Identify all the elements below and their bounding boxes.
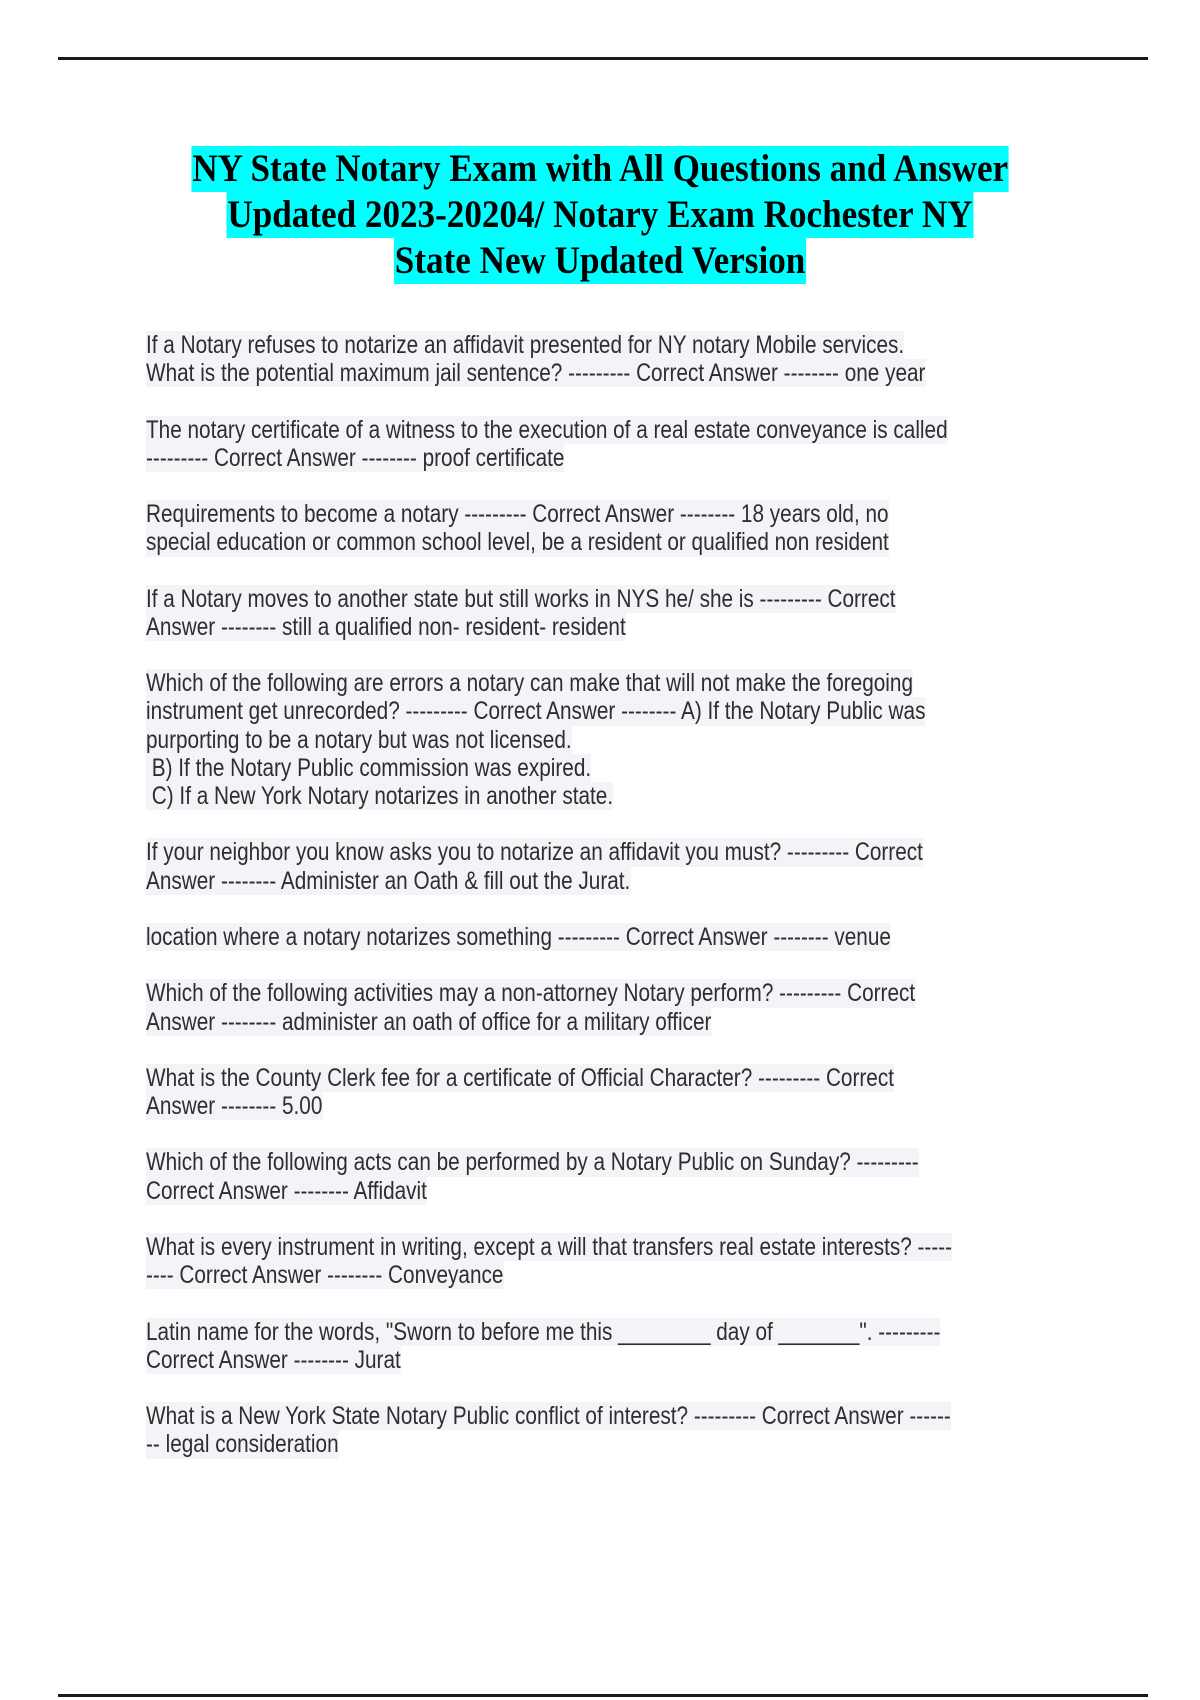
qa-line-text: Which of the following activities may a non-attorney Notary perform? --------- Correct [146, 979, 916, 1008]
qa-line-text: If your neighbor you know asks you to notarize an affidavit you must? --------- Correct [146, 838, 923, 867]
qa-line [146, 359, 1106, 387]
qa-line-text: Latin name for the words, "Sworn to before me this ________ day of _______". --------- [146, 1317, 941, 1346]
qa-line [146, 923, 1106, 951]
qa-item [146, 416, 1106, 472]
qa-line-text: special education or common school level, be a resident or qualified non resident [146, 528, 889, 557]
qa-line-text: location where a notary notarizes something --------- Correct Answer -------- venue [146, 922, 891, 951]
qa-line-text: Correct Answer -------- Affidavit [146, 1176, 427, 1205]
qa-line [146, 1402, 1106, 1430]
title-line [0, 238, 1200, 284]
qa-item [146, 500, 1106, 556]
qa-line [146, 444, 1106, 472]
title-text: State New Updated Version [394, 239, 806, 282]
qa-line [146, 1233, 1106, 1261]
qa-line-text: Which of the following acts can be performed by a Notary Public on Sunday? --------- [146, 1148, 919, 1177]
qa-line [146, 726, 1106, 754]
qa-line [146, 697, 1106, 725]
qa-line-text: If a Notary refuses to notarize an affidavit presented for NY notary Mobile services. [146, 331, 905, 359]
qa-line-text: What is a New York State Notary Public conflict of interest? --------- Correct Answer ------ [146, 1402, 951, 1431]
qa-item [146, 838, 1106, 894]
qa-line-text: Requirements to become a notary --------- Correct Answer -------- 18 years old, no [146, 500, 889, 529]
qa-line-text: C) If a New York Notary notarizes in another state. [146, 782, 614, 810]
qa-line [146, 1092, 1106, 1120]
qa-line-text: What is the potential maximum jail sentence? --------- Correct Answer -------- one year [146, 359, 926, 388]
qa-line [146, 1148, 1106, 1176]
qa-item [146, 1148, 1106, 1204]
qa-item [146, 331, 1106, 387]
qa-line [146, 867, 1106, 895]
qa-line-text: Answer -------- still a qualified non- resident- resident [146, 612, 626, 641]
qa-item [146, 1402, 1106, 1458]
qa-line [146, 528, 1106, 556]
qa-item [146, 1318, 1106, 1374]
qa-line [146, 1177, 1106, 1205]
qa-item [146, 1064, 1106, 1120]
title-line [0, 192, 1200, 238]
qa-line [146, 782, 1106, 810]
qa-line-text: What is every instrument in writing, except a will that transfers real estate interests? ----- [146, 1233, 953, 1261]
qa-line-text: Answer -------- Administer an Oath & fill out the Jurat. [146, 866, 631, 895]
qa-line-text: ---- Correct Answer -------- Conveyance [146, 1261, 504, 1290]
qa-line [146, 1064, 1106, 1092]
qa-line [146, 585, 1106, 613]
qa-line-text: -- legal consideration [146, 1430, 339, 1459]
qa-line [146, 979, 1106, 1007]
question-answer-list [146, 331, 1106, 1487]
qa-line [146, 1318, 1106, 1346]
qa-line [146, 754, 1106, 782]
qa-line-text: --------- Correct Answer -------- proof certificate [146, 443, 565, 472]
qa-line-text: Which of the following are errors a notary can make that will not make the foregoing [146, 669, 913, 698]
qa-line-text: Correct Answer -------- Jurat [146, 1345, 401, 1374]
qa-item [146, 923, 1106, 951]
footer-rule [58, 1694, 1148, 1697]
qa-line [146, 416, 1106, 444]
qa-line-text: The notary certificate of a witness to the execution of a real estate conveyance is called [146, 415, 948, 444]
qa-line [146, 331, 1106, 359]
qa-line [146, 500, 1106, 528]
header-rule [58, 57, 1148, 60]
qa-line-text: Answer -------- administer an oath of office for a military officer [146, 1007, 712, 1036]
title-text: NY State Notary Exam with All Questions and Answer [192, 147, 1008, 190]
document-title [0, 146, 1200, 284]
qa-item [146, 979, 1106, 1035]
title-line [0, 146, 1200, 192]
qa-line [146, 1008, 1106, 1036]
qa-item [146, 669, 1106, 810]
qa-line-text: If a Notary moves to another state but still works in NYS he/ she is --------- Correct [146, 584, 896, 613]
qa-line-text: B) If the Notary Public commission was expired. [146, 753, 592, 782]
qa-line [146, 838, 1106, 866]
qa-line-text: instrument get unrecorded? --------- Correct Answer -------- A) If the Notary Public was [146, 697, 926, 726]
qa-item [146, 1233, 1106, 1289]
qa-line [146, 1430, 1106, 1458]
title-text: Updated 2023-20204/ Notary Exam Rochester NY [227, 193, 973, 236]
qa-line [146, 613, 1106, 641]
qa-line-text: What is the County Clerk fee for a certificate of Official Character? --------- Correct [146, 1063, 894, 1092]
qa-line-text: purporting to be a notary but was not licensed. [146, 725, 572, 754]
qa-line [146, 669, 1106, 697]
qa-line [146, 1346, 1106, 1374]
qa-line-text: Answer -------- 5.00 [146, 1092, 323, 1121]
qa-line [146, 1261, 1106, 1289]
qa-item [146, 585, 1106, 641]
